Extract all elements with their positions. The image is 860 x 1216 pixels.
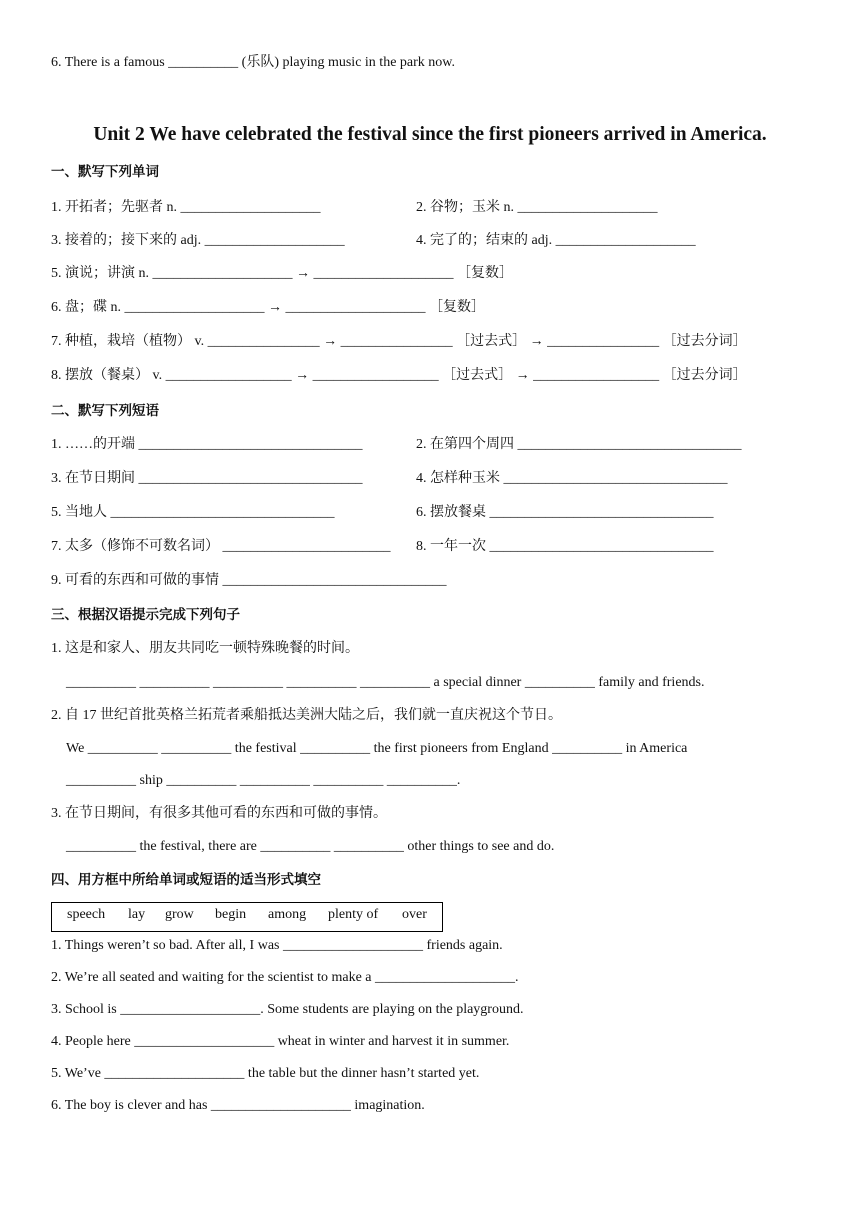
sentence-2-chinese: 2. 自 17 世纪首批英格兰拓荒者乘船抵达美洲大陆之后，我们就一直庆祝这个节日。 [51,708,562,723]
word-item-7: 7. 种植，栽培（植物） v. ________________ → ________________ ［过去式］ → ________________ ［过去分词］ [51,334,747,349]
section-3-heading: 三、根据汉语提示完成下列句子 [51,607,240,623]
phrase-item-6: 6. 摆放餐桌 ________________________________ [416,505,714,520]
phrase-item-9: 9. 可看的东西和可做的事情 ________________________________ [51,573,447,588]
word-box-word: begin [215,907,247,922]
word-item-6: 6. 盘；碟 n. ____________________ → ____________________ ［复数］ [51,300,485,315]
word-item-8: 8. 摆放（餐桌） v. __________________ → __________________ ［过去式］ → __________________ ［过去分词］ [51,368,747,383]
sentence-1-english: __________ __________ __________ __________ __________ a special dinner __________ family and friends. [66,675,705,690]
fill-item-6: 6. The boy is clever and has ____________________ imagination. [51,1098,425,1113]
section-1-heading: 一、默写下列单词 [51,164,159,180]
word-item-2: 2. 谷物；玉米 n. ____________________ [416,200,658,215]
word-box-word: grow [165,907,194,922]
fill-item-3: 3. School is ____________________. Some students are playing on the playground. [51,1002,524,1017]
word-item-3: 3. 接着的；接下来的 adj. ____________________ [51,233,345,248]
word-box-word: speech [67,907,106,922]
phrase-item-8: 8. 一年一次 ________________________________ [416,539,714,554]
word-item-5: 5. 演说；讲演 n. ____________________ → ____________________ ［复数］ [51,266,513,281]
word-item-1: 1. 开拓者；先驱者 n. ____________________ [51,200,321,215]
sentence-3-chinese: 3. 在节日期间，有很多其他可看的东西和可做的事情。 [51,806,387,821]
word-box-word: among [268,907,307,922]
word-box-word: over [402,907,427,922]
word-box-word: lay [128,907,146,922]
fill-item-5: 5. We’ve ____________________ the table but the dinner hasn’t started yet. [51,1066,480,1081]
word-box [51,902,443,932]
phrase-item-2: 2. 在第四个周四 ________________________________ [416,437,742,452]
sentence-2-english-line-1: We __________ __________ the festival __________ the first pioneers from England __________ in America [66,741,688,756]
fill-item-1: 1. Things weren’t so bad. After all, I was ____________________ friends again. [51,938,503,953]
phrase-item-5: 5. 当地人 ________________________________ [51,505,335,520]
phrase-item-7: 7. 太多（修饰不可数名词） ________________________ [51,539,391,554]
sentence-2-english-line-2: __________ ship __________ __________ __________ __________. [66,773,461,788]
word-item-4: 4. 完了的；结束的 adj. ____________________ [416,233,696,248]
previous-exercise-item: 6. There is a famous __________ (乐队) playing music in the park now. [51,55,455,70]
unit-title: Unit 2 We have celebrated the festival since the first pioneers arrived in America. [93,124,767,145]
fill-item-2: 2. We’re all seated and waiting for the scientist to make a ____________________. [51,970,519,985]
sentence-3-english: __________ the festival, there are __________ __________ other things to see and do. [66,839,555,854]
phrase-item-4: 4. 怎样种玉米 ________________________________ [416,471,728,486]
sentence-1-chinese: 1. 这是和家人、朋友共同吃一顿特殊晚餐的时间。 [51,641,359,656]
phrase-item-3: 3. 在节日期间 ________________________________ [51,471,363,486]
fill-item-4: 4. People here ____________________ wheat in winter and harvest it in summer. [51,1034,510,1049]
section-2-heading: 二、默写下列短语 [51,403,159,419]
word-box-word: plenty of [328,907,379,922]
section-4-heading: 四、用方框中所给单词或短语的适当形式填空 [51,872,321,888]
phrase-item-1: 1. ……的开端 ________________________________ [51,437,363,452]
